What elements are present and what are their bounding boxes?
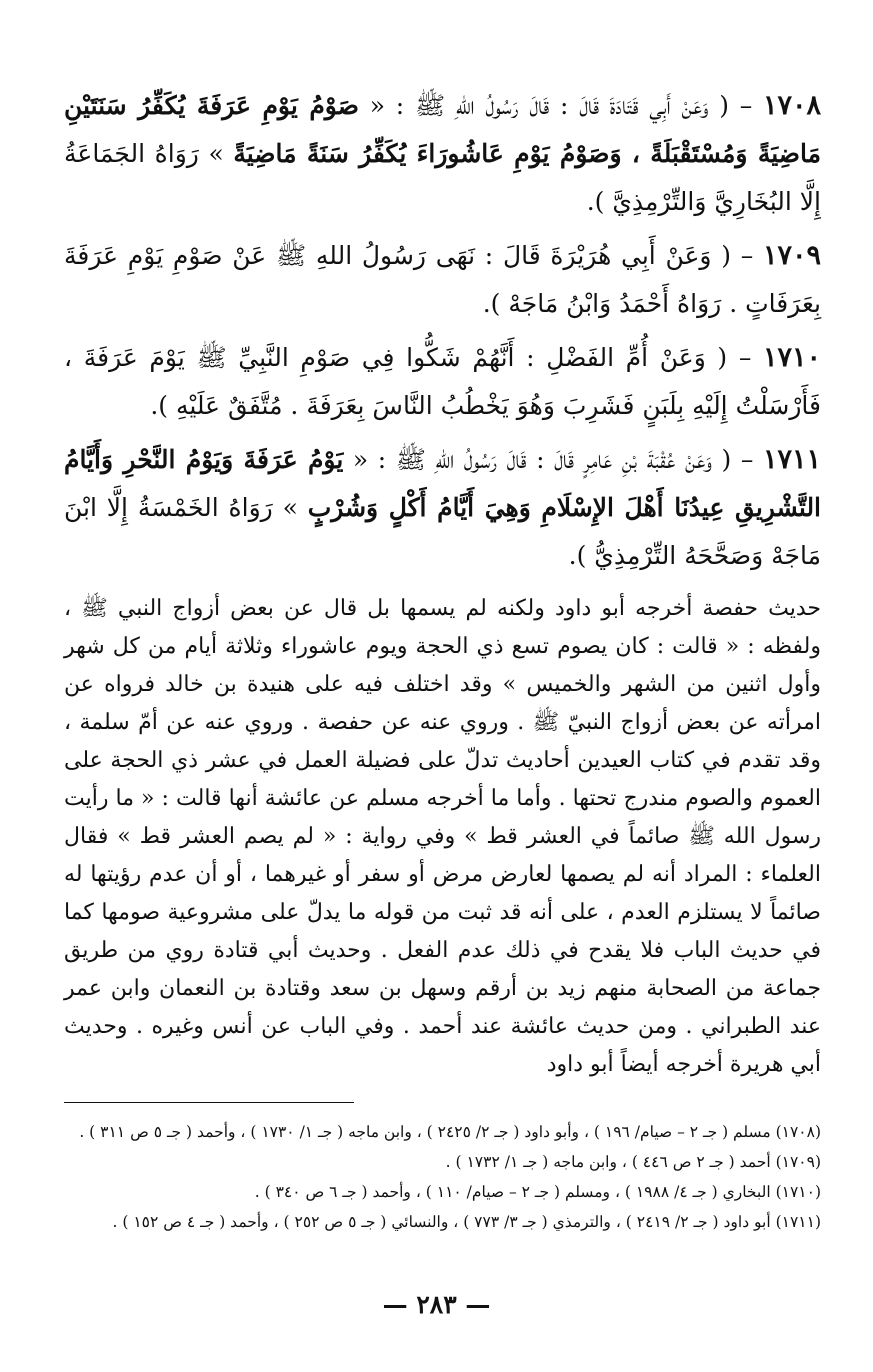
hadith-intro: – ( وَعَنْ عُقْبَةَ بْنِ عَامِرٍ قَالَ : قَالَ رَسُولُ اللهِ ﷺ : « (343, 445, 763, 474)
footnotes (64, 1117, 821, 1237)
hadith-intro: – ( وَعَنْ أُمِّ الفَضْلِ : أَنَّهُمْ شَكُّوا فِي صَوْمِ النَّبِيِّ ﷺ يَوْمَ عَرَفَةَ ، فَأَرْسَلْتُ إِلَيْهِ بِلَبَنٍ فَشَرِبَ وَهُوَ يَخْطُبُ النَّاسَ بِعَرَفَةَ . مُتَّفَقٌ عَلَيْهِ ). (64, 343, 821, 420)
footnote-1710: (١٧١٠) البخاري ( جـ ٤/ ١٩٨٨ ) ، ومسلم ( جـ ٢ – صيام/ ١١٠ ) ، وأحمد ( جـ ٦ ص ٣٤٠ ) . (254, 1183, 821, 1201)
hadith-number: ١٧٠٨ (762, 90, 821, 121)
hadith-outro: » رَوَاهُ الجَمَاعَةُ إِلَّا البُخَارِيَّ وَالتِّرْمِذِيَّ ). (64, 139, 821, 216)
hadith-number: ١٧٠٩ (762, 240, 821, 271)
hadith-intro: – ( وَعَنْ أَبِي هُرَيْرَةَ قَالَ : نَهَى رَسُولُ اللهِ ﷺ عَنْ صَوْمِ يَوْمِ عَرَفَةَ بِعَرَفَاتٍ . رَوَاهُ أَحْمَدُ وَابْنُ مَاجَهْ ). (64, 241, 821, 318)
hadith-number: ١٧١٠ (762, 342, 821, 373)
hadith-number: ١٧١١ (762, 444, 821, 475)
hadith-1711 (64, 436, 821, 580)
footnote-1709: (١٧٠٩) أحمد ( جـ ٢ ص ٤٤٦ ) ، وابن ماجه ( جـ ١/ ١٧٣٢ ) . (445, 1153, 821, 1171)
hadith-outro: » رَوَاهُ الخَمْسَةُ إِلَّا ابْنَ مَاجَهْ وَصَحَّحَهُ التِّرْمِذِيُّ ). (64, 493, 821, 570)
hadith-matn: صَوْمُ يَوْمِ عَرَفَةَ يُكَفِّرُ سَنَتَيْنِ مَاضِيَةً وَمُسْتَقْبَلَةً ، وَصَوْمُ يَوْمِ عَاشُورَاءَ يُكَفِّرُ سَنَةً مَاضِيَةً (64, 91, 822, 168)
hadith-1710 (64, 334, 821, 430)
hadith-intro: – ( وَعَنْ أَبِي قَتَادَةَ قَالَ : قَالَ رَسُولُ اللهِ ﷺ : « (358, 91, 763, 120)
hadith-matn: يَوْمُ عَرَفَةَ وَيَوْمُ النَّحْرِ وَأَيَّامُ التَّشْرِيقِ عِيدُنَا أَهْلَ الإِسْلَامِ وَهِيَ أَيَّامُ أَكْلٍ وَشُرْبٍ (64, 445, 822, 522)
page-number: — ٢٨٣ — (382, 1290, 491, 1319)
hadith-1709 (64, 232, 821, 328)
footnote-divider (64, 1102, 354, 1103)
footnote-1711: (١٧١١) أبو داود ( جـ ٢/ ٢٤١٩ ) ، والترمذي ( جـ ٣/ ٧٧٣ ) ، والنسائي ( جـ ٥ ص ٢٥٢ ) ، وأحمد ( جـ ٤ ص ١٥٢ ) . (112, 1213, 821, 1231)
hadith-1708 (64, 82, 821, 226)
commentary-paragraph: حديث حفصة أخرجه أبو داود ولكنه لم يسمها بل قال عن بعض أزواج النبي ﷺ ، ولفظه : « قالت : كان يصوم تسع ذي الحجة ويوم عاشوراء وثلاثة أيام من كل شهر وأول اثنين من الشهر والخميس » وقد اختلف فيه على هنيدة بن خالد فرواه عن امرأته عن بعض أزواج النبيّ ﷺ . وروي عنه عن حفصة . وروي عنه عن أمّ سلمة ، وقد تقدم في كتاب العيدين أحاديث تدلّ على فضيلة العمل في عشر ذي الحجة على العموم والصوم مندرج تحتها . وأما ما أخرجه مسلم عن عائشة أنها قالت : « ما رأيت رسول الله ﷺ صائماً في العشر قط » وفي رواية : « لم يصم العشر قط » فقال العلماء : المراد أنه لم يصمها لعارض مرض أو سفر أو غيرهما ، أو أن عدم رؤيتها له صائماً لا يستلزم العدم ، على أنه قد ثبت من قوله ما يدلّ على مشروعية صومها كما في حديث الباب فلا يقدح في ذلك عدم الفعل . وحديث أبي قتادة روي من طريق جماعة من الصحابة منهم زيد بن أرقم وسهل بن سعد وقتادة بن النعمان وابن عمر عند الطبراني . ومن حديث عائشة عند أحمد . وفي الباب عن أنس وغيره . وحديث أبي هريرة أخرجه أيضاً أبو داود (64, 596, 821, 1077)
footnote-1708: (١٧٠٨) مسلم ( جـ ٢ – صيام/ ١٩٦ ) ، وأبو داود ( جـ ٢/ ٢٤٢٥ ) ، وابن ماجه ( جـ ١/ ١٧٣٠ ) ، وأحمد ( جـ ٥ ص ٣١١ ) . (79, 1123, 821, 1141)
